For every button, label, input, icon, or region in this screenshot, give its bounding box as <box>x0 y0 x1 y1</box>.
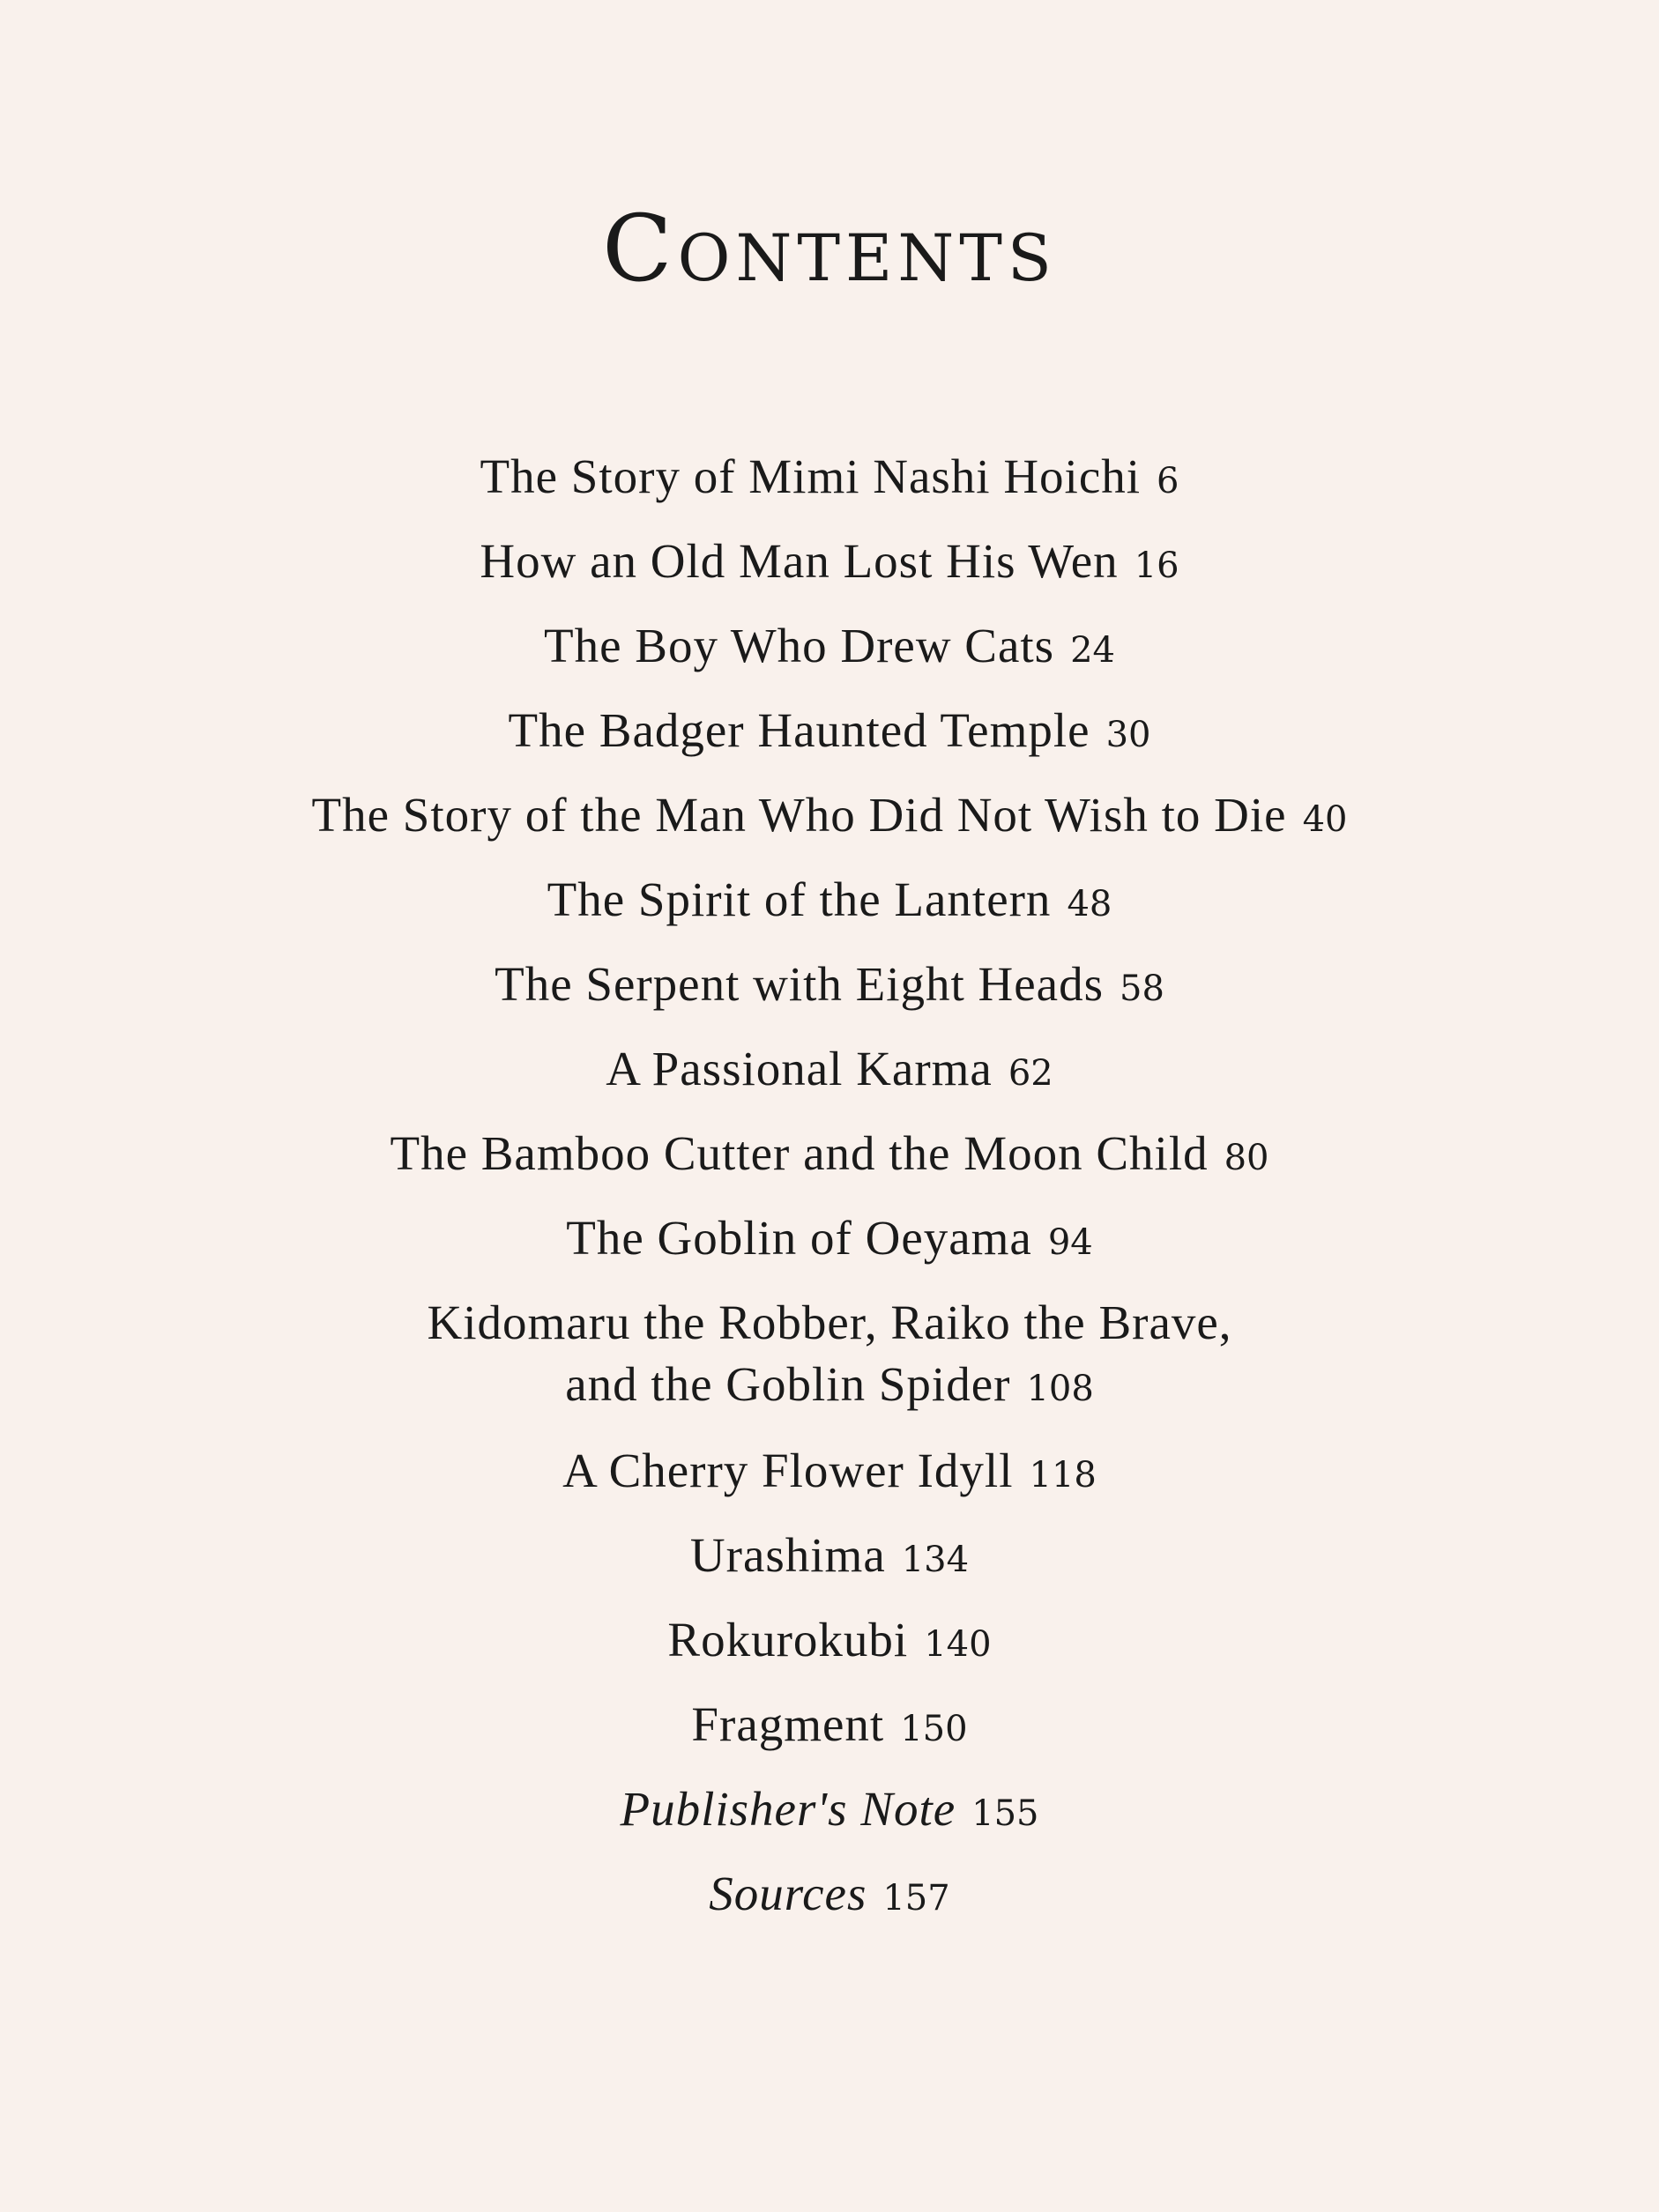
toc-entry-title: The Story of the Man Who Did Not Wish to Die <box>311 788 1287 842</box>
toc-entry-title: Fragment <box>691 1697 885 1751</box>
toc-entry-title: The Bamboo Cutter and the Moon Child <box>390 1126 1209 1180</box>
toc-entry-page: 118 <box>1029 1455 1097 1496</box>
page-title: Contents <box>602 195 1057 302</box>
toc-entry[interactable] <box>0 1694 1659 1778</box>
toc-entry-title: A Passional Karma <box>606 1042 993 1095</box>
toc-entry-title: Sources <box>709 1867 867 1920</box>
toc-entry-page: 30 <box>1105 715 1151 755</box>
toc-entry-page: 6 <box>1157 461 1179 501</box>
toc-entry[interactable] <box>0 784 1659 869</box>
toc-entry-title: A Cherry Flower Idyll <box>562 1444 1014 1497</box>
toc-entry-title: The Boy Who Drew Cats <box>544 619 1055 672</box>
toc-entry-page: 134 <box>901 1540 970 1580</box>
toc-entry-page: 48 <box>1067 884 1112 924</box>
toc-entry-page: 62 <box>1008 1053 1053 1094</box>
toc-entry-page: 58 <box>1120 969 1164 1009</box>
toc-entry[interactable] <box>0 1292 1659 1440</box>
toc-entry-page: 140 <box>924 1624 992 1665</box>
toc-entry[interactable] <box>0 1525 1659 1609</box>
toc-entry[interactable] <box>0 1863 1659 1948</box>
toc-entry[interactable] <box>0 1207 1659 1292</box>
toc-entry-title: Rokurokubi <box>667 1613 909 1666</box>
toc-entry[interactable] <box>0 1123 1659 1207</box>
toc-entry[interactable] <box>0 1609 1659 1694</box>
toc-entry-title: and the Goblin Spider <box>565 1357 1011 1411</box>
toc-entry[interactable] <box>0 700 1659 784</box>
toc-entry[interactable] <box>0 869 1659 954</box>
toc-entry[interactable] <box>0 1038 1659 1123</box>
toc-entry-title: The Serpent with Eight Heads <box>495 957 1104 1011</box>
toc-entry-page: 150 <box>900 1709 968 1749</box>
toc-entry-page: 80 <box>1224 1138 1269 1178</box>
toc-entry[interactable] <box>0 531 1659 615</box>
toc-entry-title: Publisher's Note <box>620 1782 956 1836</box>
toc-entry-page: 94 <box>1047 1222 1093 1263</box>
toc-entry-title-continued <box>0 1354 1659 1420</box>
toc-entry-page: 155 <box>971 1793 1039 1834</box>
toc-entry[interactable] <box>0 446 1659 531</box>
toc-entry-page: 157 <box>882 1878 950 1919</box>
table-of-contents <box>0 446 1659 1948</box>
toc-entry-title: The Badger Haunted Temple <box>508 703 1090 757</box>
toc-entry-page: 16 <box>1134 546 1179 586</box>
toc-entry[interactable] <box>0 954 1659 1038</box>
toc-entry-title: How an Old Man Lost His Wen <box>480 534 1119 588</box>
toc-entry-title: Kidomaru the Robber, Raiko the Brave, <box>427 1295 1232 1349</box>
toc-entry-page: 108 <box>1026 1369 1094 1409</box>
toc-entry-title: Urashima <box>689 1528 886 1582</box>
toc-entry[interactable] <box>0 1440 1659 1525</box>
toc-entry-title: The Spirit of the Lantern <box>547 872 1052 926</box>
toc-entry-page: 24 <box>1070 630 1115 671</box>
toc-entry-title: The Story of Mimi Nashi Hoichi <box>480 449 1142 503</box>
toc-entry-page: 40 <box>1302 799 1348 840</box>
toc-entry[interactable] <box>0 615 1659 700</box>
toc-entry-title: The Goblin of Oeyama <box>566 1211 1032 1265</box>
toc-entry[interactable] <box>0 1778 1659 1863</box>
